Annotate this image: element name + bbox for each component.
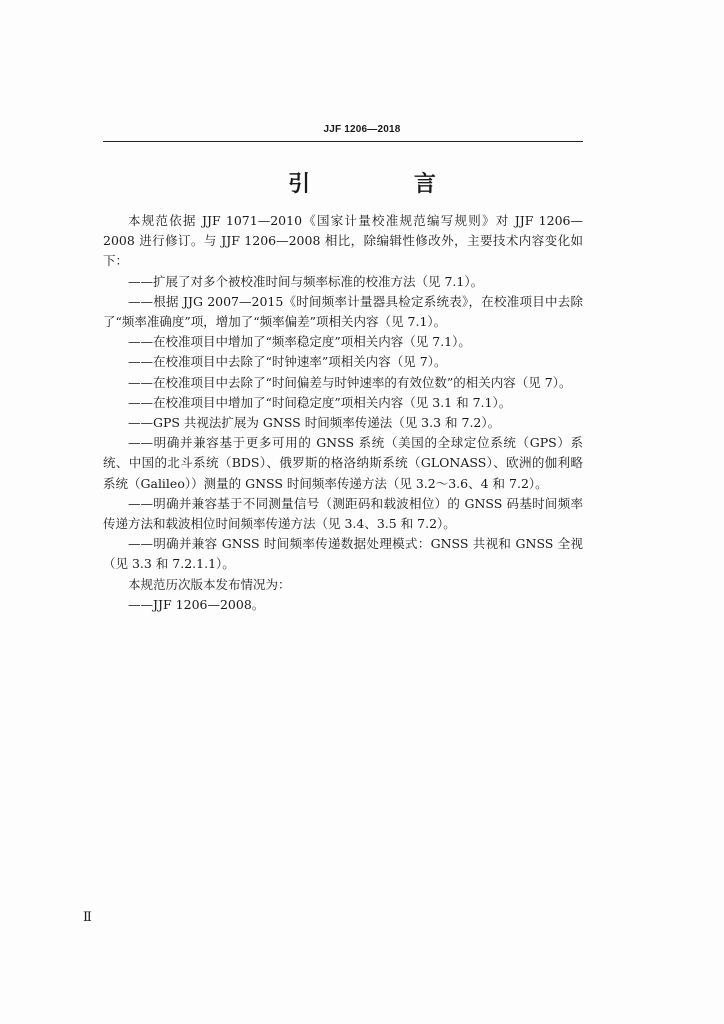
paragraph: ——明确并兼容基于不同测量信号（测距码和载波相位）的 GNSS 码基时间频率传递方法和载波相位时间频率传递方法（见 3.4、3.5 和 7.2）。 xyxy=(103,495,583,532)
standard-code-header: JJF 1206—2018 xyxy=(323,124,401,135)
page-number: Ⅱ xyxy=(83,910,92,925)
paragraph: 本规范依据 JJF 1071—2010《国家计量校准规范编写规则》对 JJF 1206—2008 进行修订。与 JJF 1206—2008 相比，除编辑性修改外，主要技术内容变化如下： xyxy=(103,213,583,269)
introduction-body xyxy=(103,211,583,615)
paragraph: ——在校准项目中去除了“时间偏差与时钟速率的有效位数”的相关内容（见 7）。 xyxy=(128,374,572,390)
page-title: 引 言 xyxy=(288,172,484,197)
paragraph: ——在校准项目中增加了“时间稳定度”项相关内容（见 3.1 和 7.1）。 xyxy=(128,394,512,410)
paragraph: ——扩展了对多个被校准时间与频率标准的校准方法（见 7.1）。 xyxy=(128,273,484,289)
paragraph: ——明确并兼容 GNSS 时间频率传递数据处理模式：GNSS 共视和 GNSS 全视（见 3.3 和 7.2.1.1）。 xyxy=(103,536,583,572)
paragraph: ——GPS 共视法扩展为 GNSS 时间频率传递法（见 3.3 和 7.2）。 xyxy=(128,415,501,431)
header-divider xyxy=(103,141,583,142)
paragraph: 本规范历次版本发布情况为： xyxy=(128,576,291,592)
paragraph: ——在校准项目中增加了“频率稳定度”项相关内容（见 7.1）。 xyxy=(128,334,471,350)
paragraph: ——在校准项目中去除了“时钟速率”项相关内容（见 7）。 xyxy=(128,354,447,370)
paragraph: ——JJF 1206—2008。 xyxy=(128,596,265,612)
paragraph: ——根据 JJG 2007—2015《时间频率计量器具检定系统表》，在校准项目中去除了“频率准确度”项，增加了“频率偏差”项相关内容（见 7.1）。 xyxy=(103,293,583,330)
paragraph: ——明确并兼容基于更多可用的 GNSS 系统（美国的全球定位系统（GPS）系统、中国的北斗系统（BDS）、俄罗斯的格洛纳斯系统（GLONASS）、欧洲的伽利略系统（Galileo））测量的 GNSS 时间频率传递方法（见 3.2～3.6、4 和 7.2）。 xyxy=(103,435,583,491)
